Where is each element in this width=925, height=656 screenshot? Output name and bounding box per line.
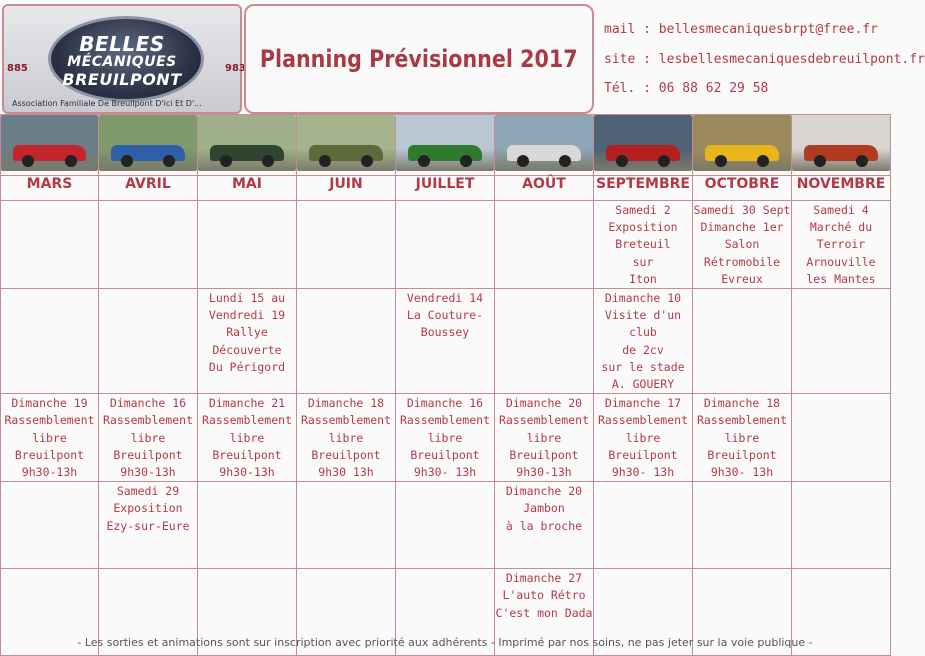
morgan-and-mini-photo [198, 115, 296, 171]
photo-cell [792, 115, 891, 176]
event-text [198, 569, 296, 570]
event-cell [396, 394, 495, 482]
footer-note: - Les sorties et animations sont sur inscription avec priorité aux adhérents - Imprimé par nos soins, ne pas jeter sur la voie publique - [77, 636, 813, 649]
month-header: MARS [1, 176, 99, 201]
event-cell [99, 482, 198, 569]
event-cell [495, 289, 594, 394]
photo-row [1, 115, 891, 176]
month-header: JUILLET [396, 176, 495, 201]
event-cell [792, 289, 891, 394]
event-text [1, 289, 98, 290]
event-cell [198, 394, 297, 482]
event-row [1, 394, 891, 482]
event-text [198, 201, 296, 202]
event-text [1, 482, 98, 483]
event-text [99, 569, 197, 570]
month-header: AOÛT [495, 176, 594, 201]
event-text: Samedi 4 Marché du Terroir Arnouville les Mantes [806, 203, 876, 286]
event-row [1, 289, 891, 394]
contact-site: site : lesbellesmecaniquesdebreuilpont.fr [604, 52, 925, 67]
event-cell [792, 482, 891, 569]
month-header: NOVEMBRE [792, 176, 891, 201]
event-text [693, 569, 791, 570]
photo-cell [594, 115, 693, 176]
event-text [495, 201, 593, 202]
event-cell [198, 201, 297, 289]
event-text [396, 482, 494, 483]
event-cell [198, 482, 297, 569]
event-cell [594, 201, 693, 289]
event-cell [594, 394, 693, 482]
event-text: Dimanche 17 Rassemblement libre Breuilpont 9h30- 13h [597, 396, 688, 480]
event-cell [1, 289, 99, 394]
event-row [1, 201, 891, 289]
event-cell [198, 289, 297, 394]
photo-cell [495, 115, 594, 176]
event-text [495, 289, 593, 290]
event-cell [99, 394, 198, 482]
yellow-opel-gt-photo [693, 115, 791, 171]
event-text: Dimanche 18 Rassemblement libre Breuilpont 9h30- 13h [696, 396, 787, 480]
event-cell [495, 201, 594, 289]
event-text: Dimanche 10 Visite d'un club de 2cv sur le stade A. GOUERY [601, 291, 685, 392]
event-cell [495, 482, 594, 569]
event-text [792, 569, 890, 570]
event-text [99, 289, 197, 290]
event-text [297, 482, 395, 483]
title-box [244, 4, 594, 114]
photo-cell [396, 115, 495, 176]
event-text [594, 569, 692, 570]
event-cell [297, 289, 396, 394]
event-text: Dimanche 20 Rassemblement libre Breuilpont 9h30-13h [498, 396, 589, 480]
event-cell [297, 201, 396, 289]
event-text [99, 201, 197, 202]
event-text: Dimanche 16 Rassemblement libre Breuilpont 9h30- 13h [399, 396, 490, 480]
event-cell [594, 289, 693, 394]
page-title: Planning Prévisionnel 2017 [260, 45, 578, 73]
jeep-photo [297, 115, 395, 171]
event-cell [693, 201, 792, 289]
event-text [792, 394, 890, 395]
event-cell [1, 482, 99, 569]
event-text [693, 289, 791, 290]
month-header: JUIN [297, 176, 396, 201]
logo-number-right: 983 [225, 63, 246, 74]
photo-cell [99, 115, 198, 176]
event-text [297, 201, 395, 202]
motorcycle-photo [792, 115, 890, 171]
logo-line1: BELLES [79, 32, 165, 56]
event-text: Dimanche 19 Rassemblement libre Breuilpont 9h30-13h [4, 396, 95, 480]
event-cell [297, 482, 396, 569]
photo-cell [1, 115, 99, 176]
austin-healey-photo [495, 115, 593, 171]
event-cell [693, 482, 792, 569]
event-text: Dimanche 20 Jambon à la broche [505, 484, 583, 533]
event-cell [396, 289, 495, 394]
event-text [297, 289, 395, 290]
event-cell [792, 394, 891, 482]
month-header: AVRIL [99, 176, 198, 201]
photo-cell [297, 115, 396, 176]
event-text: Samedi 2 Exposition Breteuil sur Iton [608, 203, 678, 286]
month-header: MAI [198, 176, 297, 201]
event-text: Dimanche 27 L'auto Rétro C'est mon Dada [495, 571, 593, 620]
logo-subtitle: Association Familiale De Breuilpont D'ici Et D'... [12, 99, 202, 108]
event-text [1, 569, 98, 570]
month-header-row [1, 176, 891, 201]
event-text: Dimanche 18 Rassemblement libre Breuilpont 9h30 13h [300, 396, 391, 480]
event-cell [1, 201, 99, 289]
event-cell [396, 482, 495, 569]
event-text [297, 569, 395, 570]
event-text [693, 482, 791, 483]
event-text: Dimanche 16 Rassemblement libre Breuilpont 9h30-13h [102, 396, 193, 480]
photo-cell [198, 115, 297, 176]
event-cell [396, 201, 495, 289]
month-header: OCTOBRE [693, 176, 792, 201]
event-cell [297, 394, 396, 482]
event-text [396, 569, 494, 570]
logo-number-left: 885 [7, 63, 28, 74]
event-text [198, 482, 296, 483]
event-text: Dimanche 21 Rassemblement libre Breuilpont 9h30-13h [201, 396, 292, 480]
event-cell [594, 482, 693, 569]
contact-phone: Tél. : 06 88 62 29 58 [604, 81, 769, 96]
contact-mail: mail : bellesmecaniquesbrpt@free.fr [604, 22, 878, 37]
green-tractor-photo [396, 115, 494, 171]
event-row [1, 482, 891, 569]
red-mustang-photo [1, 115, 98, 171]
event-text: Vendredi 14 La Couture- Boussey [406, 291, 484, 340]
event-text [1, 201, 98, 202]
red-mercedes-photo [594, 115, 692, 171]
event-text: Samedi 30 Sept Dimanche 1er Salon Rétromobile Evreux [693, 203, 791, 286]
event-text [396, 201, 494, 202]
event-cell [495, 394, 594, 482]
event-text [594, 482, 692, 483]
event-cell [693, 289, 792, 394]
event-cell [693, 394, 792, 482]
planning-table [0, 114, 891, 656]
event-text: Samedi 29 Exposition Ezy-sur-Eure [106, 484, 190, 533]
event-text [792, 289, 890, 290]
event-text: Lundi 15 au Vendredi 19 Rallye Découverte Du Périgord [208, 291, 286, 374]
event-cell [1, 394, 99, 482]
logo-line2: MÉCANIQUES [67, 54, 177, 70]
event-cell [99, 289, 198, 394]
event-cell [792, 201, 891, 289]
month-header: SEPTEMBRE [594, 176, 693, 201]
logo-line3: BREUILPONT [62, 70, 182, 89]
photo-cell [693, 115, 792, 176]
blue-alpine-photo [99, 115, 197, 171]
club-logo [2, 4, 246, 114]
event-text [792, 482, 890, 483]
event-cell [99, 201, 198, 289]
